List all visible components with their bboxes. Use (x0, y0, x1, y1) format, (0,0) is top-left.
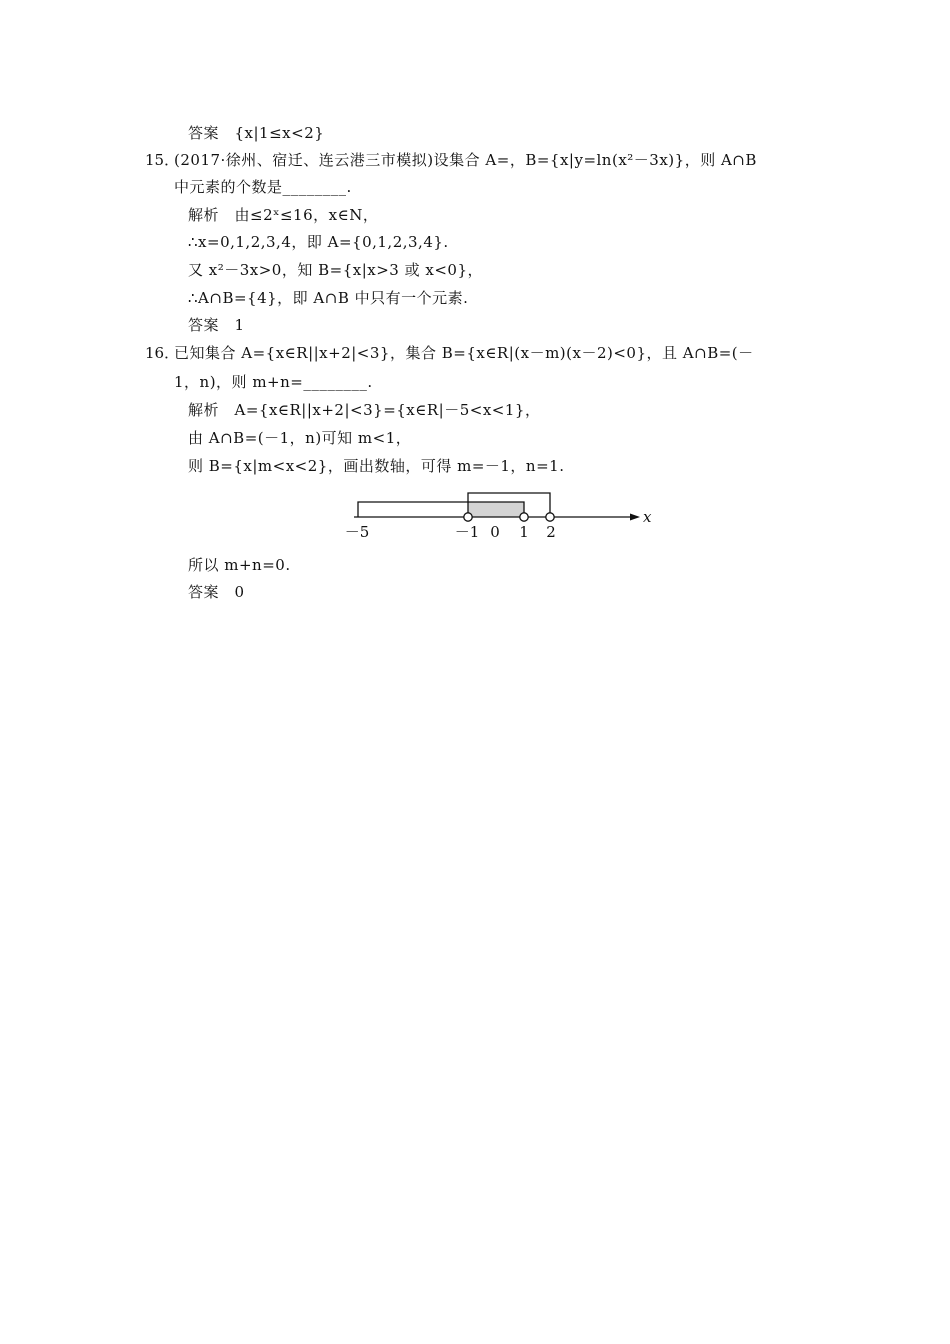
solution-15-line-2: ∴x=0,1,2,3,4，即 A={0,1,2,3,4}. (188, 233, 449, 251)
intersection-shaded-region (468, 502, 524, 517)
question-15-text-line-2: 中元素的个数是________. (174, 178, 352, 196)
question-15-number: 15． (145, 151, 180, 169)
solution-16-line-1: 解析 A={x∈R||x+2|<3}={x∈R|－5<x<1}， (188, 401, 541, 419)
question-15-text-line-1: (2017·徐州、宿迁、连云港三市模拟)设集合 A=，B={x|y=ln(x²－3x)}，则 A∩B (174, 151, 757, 169)
axis-arrow-icon (630, 514, 640, 521)
tick-label-neg5: －5 (344, 523, 370, 541)
solution-16-line-3: 则 B={x|m<x<2}，画出数轴，可得 m=－1，n=1. (188, 457, 565, 475)
tick-label-neg1: －1 (454, 523, 480, 541)
tick-label-0: 0 (490, 523, 500, 541)
answer-15: 答案 1 (188, 316, 245, 334)
answer-16: 答案 0 (188, 583, 245, 601)
open-point-1 (520, 513, 528, 521)
solution-16-line-2: 由 A∩B=(－1，n)可知 m<1， (188, 429, 412, 447)
number-line-diagram (340, 490, 660, 546)
axis-label-x: x (643, 508, 652, 526)
open-point-neg1 (464, 513, 472, 521)
solution-15-line-4: ∴A∩B={4}，即 A∩B 中只有一个元素. (188, 289, 469, 307)
question-16-number: 16． (145, 344, 180, 362)
tick-label-1: 1 (519, 523, 529, 541)
solution-16-line-4: 所以 m+n=0. (188, 556, 291, 574)
open-point-2 (546, 513, 554, 521)
question-16-text-line-1: 已知集合 A={x∈R||x+2|<3}，集合 B={x∈R|(x－m)(x－2)<0}，且 A∩B=(－ (174, 344, 754, 362)
tick-label-2: 2 (546, 523, 556, 541)
solution-15-line-3: 又 x²－3x>0，知 B={x|x>3 或 x<0}， (188, 261, 483, 279)
question-16-text-line-2: 1，n)，则 m+n=________. (174, 373, 373, 391)
solution-15-line-1: 解析 由≤2ˣ≤16，x∈N， (188, 206, 379, 224)
answer-14: 答案 {x|1≤x<2} (188, 124, 325, 142)
